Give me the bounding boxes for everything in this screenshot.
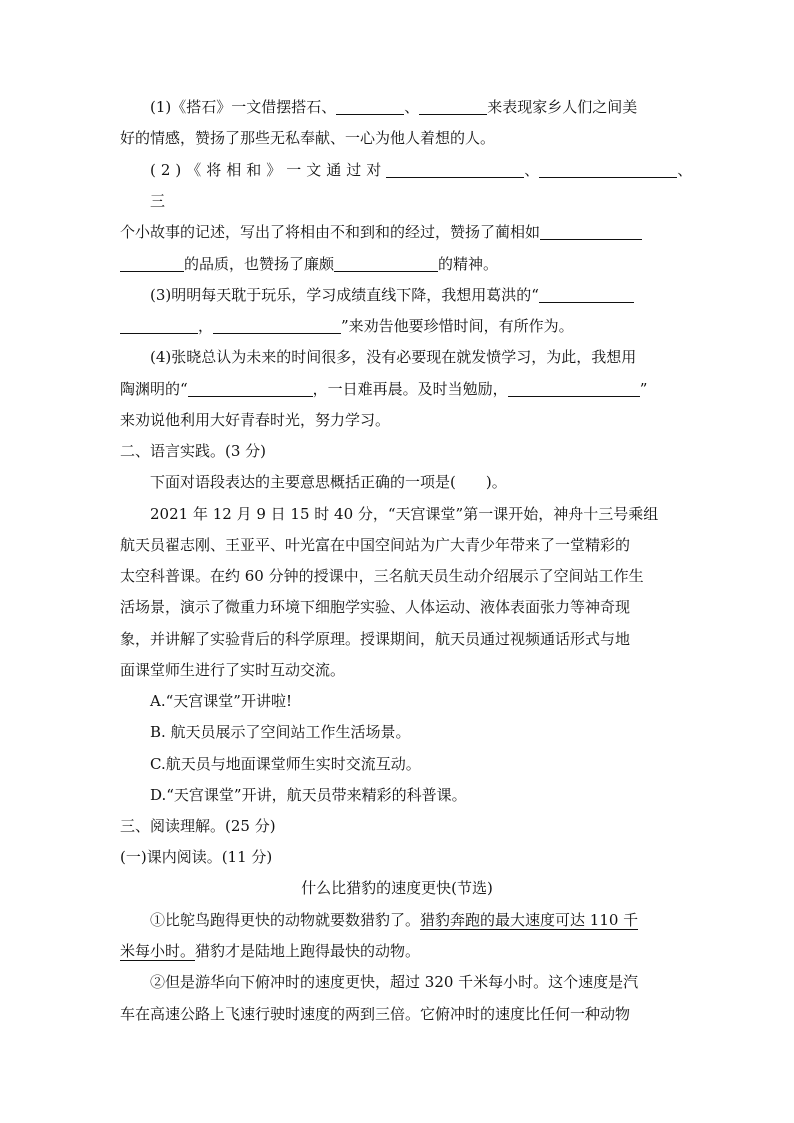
option-d[interactable]: D.“天宫课堂”开讲，航天员带来精彩的科普课。 — [150, 786, 467, 804]
question-1-line-1 — [150, 96, 710, 118]
section-3-heading: 三、阅读理解。(25 分) — [120, 817, 276, 835]
q2-text-c: 、 — [677, 161, 693, 179]
question-2-line-4 — [120, 253, 680, 275]
q2-text-f: 的品质，也赞扬了廉颇 — [184, 255, 335, 273]
q2-text-a: (2)《将相和》一文通过对 — [150, 161, 387, 179]
q3-blank-1-cont[interactable] — [120, 317, 198, 334]
question-2-line-2 — [150, 190, 710, 212]
q2-text-g: 的精神。 — [438, 255, 499, 273]
p1-text-a: ①比鸵鸟跑得更快的动物就要数猎豹了。 — [150, 911, 421, 929]
q1-text-a: (1)《搭石》一文借摆搭石、 — [150, 98, 337, 116]
passage-line-3: 太空科普课。在约 60 分钟的授课中，三名航天员生动介绍展示了空间站工作生 — [120, 567, 644, 585]
q4-blank-2[interactable] — [508, 380, 640, 397]
p1-text-d: 猎豹才是陆地上跑得最快的动物。 — [195, 942, 421, 960]
reading-title: 什么比猎豹的速度更快(节选) — [301, 879, 493, 897]
q2-blank-2[interactable] — [539, 161, 677, 178]
section-2-heading: 二、语言实践。(3 分) — [120, 442, 267, 460]
q2-text-d: 三 — [150, 192, 166, 210]
q1-text-b: 、 — [404, 98, 420, 116]
question-4-line-2 — [120, 378, 680, 400]
q2-text-e: 个小故事的记述，写出了将相由不和到和的经过，赞扬了蔺相如 — [120, 223, 541, 241]
question-3-line-2 — [120, 315, 680, 337]
question-2-line-3 — [120, 221, 680, 243]
option-b[interactable]: B. 航天员展示了空间站工作生活场景。 — [150, 723, 411, 741]
option-c[interactable]: C.航天员与地面课堂师生实时交流互动。 — [150, 755, 421, 773]
q2-blank-1[interactable] — [386, 161, 524, 178]
p1-underlined-sentence: 猎豹奔跑的最大速度可达 110 千 — [420, 911, 639, 929]
passage-line-6: 面课堂师生进行了实时互动交流。 — [120, 661, 346, 679]
question-4-line-1 — [150, 346, 710, 368]
q2-blank-4[interactable] — [334, 255, 438, 272]
q1-blank-1[interactable] — [336, 98, 404, 115]
question-4-line-3 — [120, 409, 680, 431]
q2-blank-3[interactable] — [540, 223, 642, 240]
q4-text-b: 陶渊明的“ — [120, 380, 188, 398]
reading-p2-line-1: ②但是游华向下俯冲时的速度更快，超过 320 千米每小时。这个速度是汽 — [150, 973, 639, 991]
passage-line-2: 航天员翟志刚、王亚平、叶光富在中国空间站为广大青少年带来了一堂精彩的 — [120, 536, 631, 554]
q4-text-a: (4)张晓总认为未来的时间很多，没有必要现在就发愤学习，为此，我想用 — [150, 348, 637, 366]
option-a[interactable]: A.“天宫课堂”开讲啦! — [150, 692, 292, 710]
p1-underlined-cont: 米每小时。 — [120, 942, 196, 960]
reading-p1-line-2 — [120, 940, 680, 962]
question-1-line-2 — [120, 127, 680, 149]
q1-text-c: 来表现家乡人们之间美 — [487, 98, 638, 116]
q4-text-c: ，一日难再晨。及时当勉励， — [312, 380, 508, 398]
passage-line-1: 2021 年 12 月 9 日 15 时 40 分，“天宫课堂”第一课开始，神舟十三号乘组 — [150, 505, 659, 523]
q3-text-a: (3)明明每天耽于玩乐，学习成绩直线下降，我想用葛洪的“ — [150, 286, 539, 304]
question-2-line-1 — [150, 159, 710, 181]
q1-text-d: 好的情感，赞扬了那些无私奉献、一心为他人着想的人。 — [120, 129, 496, 147]
question-3-line-1 — [150, 284, 710, 306]
q4-text-d: ” — [639, 380, 648, 398]
q3-blank-2[interactable] — [213, 317, 341, 334]
q3-text-c: ”来劝告他要珍惜时间，有所作为。 — [341, 317, 574, 335]
passage-line-4: 活场景，演示了微重力环境下细胞学实验、人体运动、液体表面张力等神奇现 — [120, 598, 631, 616]
q3-text-b: ， — [198, 317, 214, 335]
q2-blank-3-cont[interactable] — [120, 255, 184, 272]
section-2-question: 下面对语段表达的主要意思概括正确的一项是( )。 — [150, 473, 507, 491]
q4-blank-1[interactable] — [188, 380, 313, 397]
q3-blank-1[interactable] — [539, 286, 634, 303]
section-3-subheading: (一)课内阅读。(11 分) — [120, 848, 273, 866]
passage-line-5: 象，并讲解了实验背后的科学原理。授课期间，航天员通过视频通话形式与地 — [120, 630, 631, 648]
q4-text-e: 来劝说他利用大好青春时光，努力学习。 — [120, 411, 391, 429]
reading-p1-line-1 — [150, 909, 710, 931]
reading-p2-line-2: 车在高速公路上飞速行驶时速度的两到三倍。它俯冲时的速度比任何一种动物 — [120, 1005, 631, 1023]
q1-blank-2[interactable] — [419, 98, 487, 115]
q2-text-b: 、 — [524, 161, 540, 179]
